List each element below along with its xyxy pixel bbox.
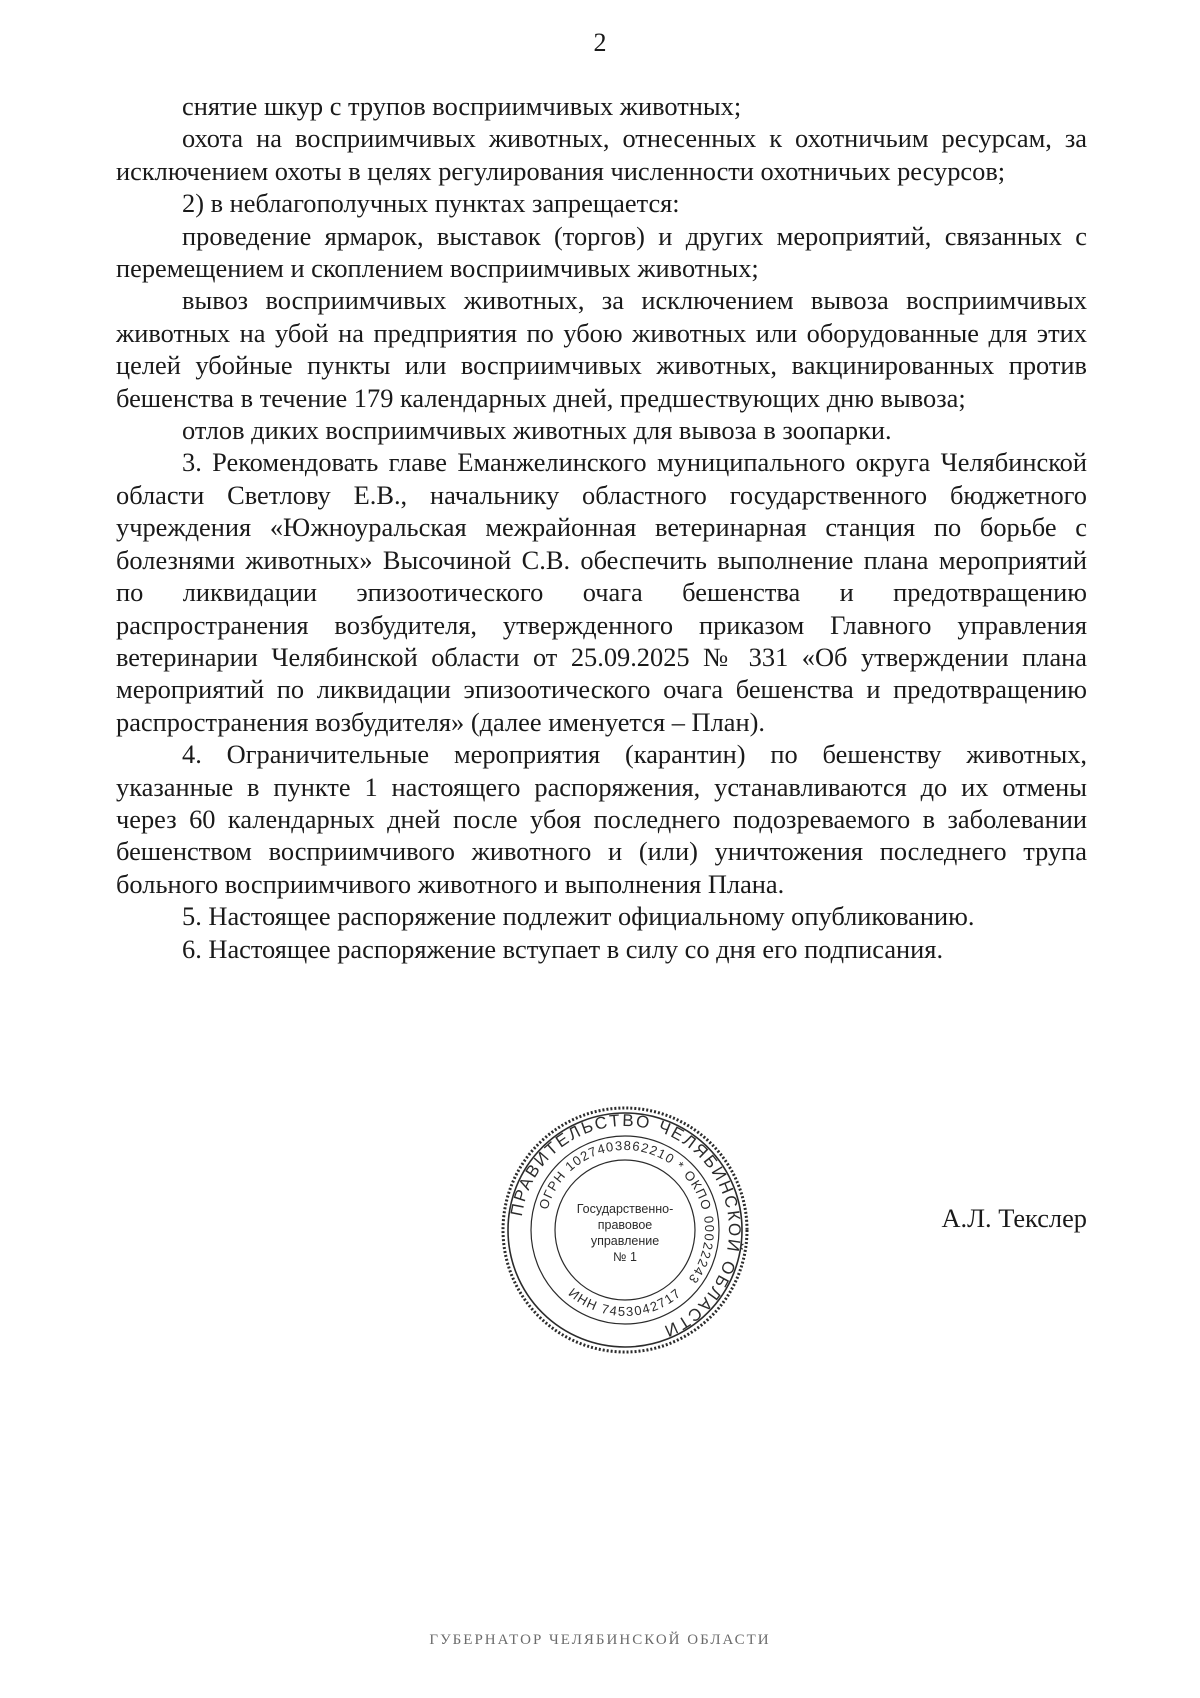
seal-graphic (500, 1105, 750, 1355)
paragraph-item-4: 4. Ограничительные мероприятия (карантин) по бешенству животных, указанные в пункте 1 настоящего распоряжения, устанавливаются до их отмены через 60 календарных дней после убоя последнего подозреваемого в заболевании бешенством восприимчивого животного и (или) уничтожения последнего трупа больного восприимчивого животного и выполнения Плана. (116, 739, 1087, 899)
paragraph-capture: отлов диких восприимчивых животных для вывоза в зоопарки. (182, 415, 892, 446)
seal-outer-text: ПРАВИТЕЛЬСТВО ЧЕЛЯБИНСКОЙ ОБЛАСТИ (506, 1110, 745, 1342)
signatory-name: А.Л. Текслер (941, 1203, 1087, 1233)
seal-center-line-3: управление (590, 1234, 660, 1248)
official-seal (500, 1105, 750, 1355)
signature-block (0, 1105, 1200, 1375)
seal-inner-top-text: ОГРН 1027403862210 * ОКПО 00022243 (535, 1137, 718, 1287)
paragraph-prohibited-header: 2) в неблагополучных пунктах запрещается: (182, 188, 680, 219)
paragraph-hunting: охота на восприимчивых животных, отнесенных к охотничьим ресурсам, за исключением охоты в целях регулирования численности охотничьих ресурсов; (116, 123, 1087, 186)
paragraph-fairs: проведение ярмарок, выставок (торгов) и других мероприятий, связанных с перемещением и скоплением восприимчивых животных; (116, 220, 1087, 284)
seal-center-line-2: правовое (597, 1218, 653, 1232)
paragraph-skins: снятие шкур с трупов восприимчивых животных; (182, 91, 742, 121)
seal-center-line-4: № 1 (613, 1250, 637, 1264)
seal-inner-bottom-text: ИНН 7453042717 (565, 1284, 685, 1320)
footer-title: ГУБЕРНАТОР ЧЕЛЯБИНСКОЙ ОБЛАСТИ (429, 1632, 771, 1648)
paragraph-export: вывоз восприимчивых животных, за исключением вывоза восприимчивых животных на убой на предприятия по убою животных или оборудованные для этих целей убойные пункты или восприимчивых животных, вакцинированных против бешенства в течение 179 календарных дней, предшествующих дню вывоза; (116, 285, 1087, 413)
document-body (116, 90, 1087, 965)
seal-center-line-1: Государственно- (576, 1202, 674, 1216)
page-number: 2 (593, 28, 607, 57)
paragraph-item-6: 6. Настоящее распоряжение вступает в силу со дня его подписания. (182, 933, 944, 964)
paragraph-item-3: 3. Рекомендовать главе Еманжелинского муниципального округа Челябинской области Светлову Е.В., начальнику областного государственного бюджетного учреждения «Южноуральская межрайонная ветеринарная станция по борьбе с болезнями животных» Высочиной С.В. обеспечить выполнение плана мероприятий по ликвидации эпизоотического очага бешенства и предотвращению распространения возбудителя, утвержденного приказом Главного управления ветеринарии Челябинской области от 25.09.2025 № 331 «Об утверждении плана мероприятий по ликвидации эпизоотического очага бешенства и предотвращению распространения возбудителя» (далее именуется – План). (116, 447, 1087, 737)
paragraph-item-5: 5. Настоящее распоряжение подлежит официальному опубликованию. (182, 901, 975, 932)
